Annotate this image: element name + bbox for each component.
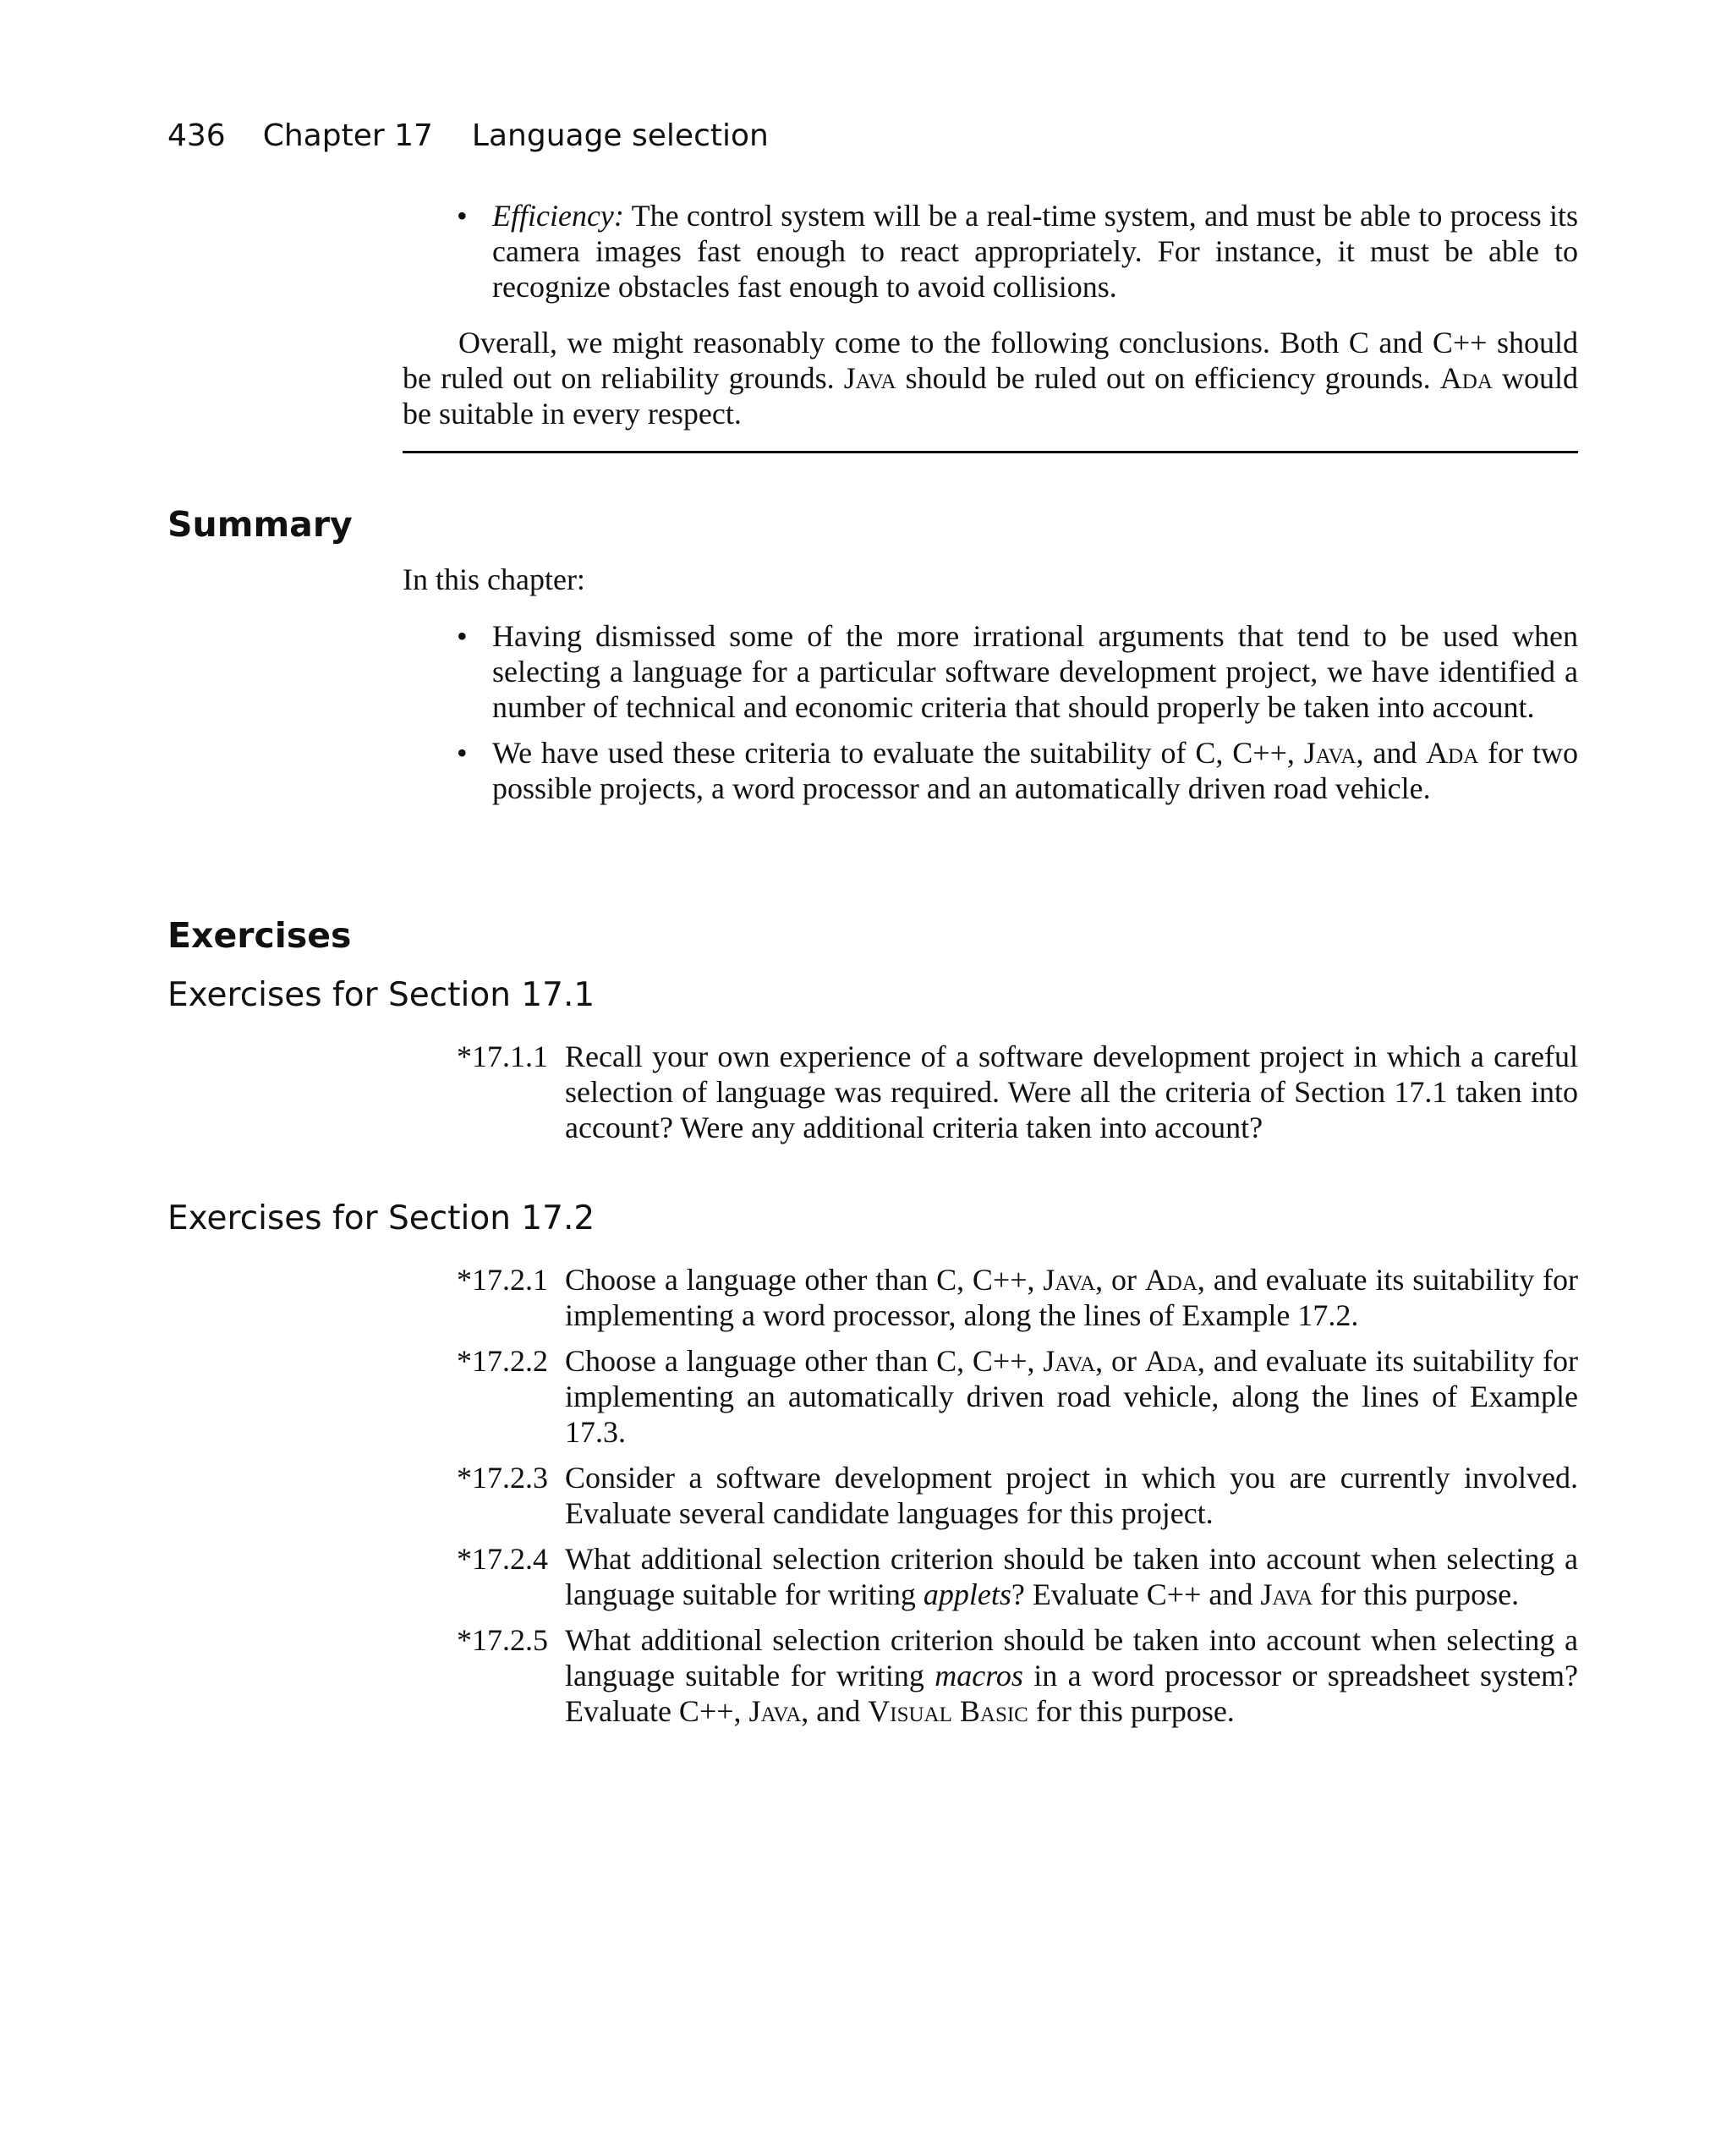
exercise-item: [457, 1039, 1578, 1145]
summary-bullet-1-text: Having dismissed some of the more irrational arguments that tend to be used when selecting a language for a particular software development project, we have identified a number of technical and economic criteria that should properly be taken into account.: [492, 619, 1578, 724]
java-name: Java: [1303, 736, 1357, 770]
conclusion-text-3: would be suitable in every respect.: [403, 361, 1579, 431]
efficiency-list: [457, 198, 1578, 315]
exercise-number: *17.2.3: [457, 1461, 548, 1495]
exercises-17-1-list: [457, 1039, 1578, 1155]
java-name: Java: [748, 1694, 802, 1728]
exercise-text: Recall your own experience of a software development project in which a careful selection of language was required. Were all the criteria of Section 17.1 taken into account? Were any additional criteria taken into account?: [565, 1040, 1578, 1144]
exercise-item: [457, 1460, 1578, 1531]
conclusion-text-2: should be ruled out on efficiency grounds.: [905, 361, 1431, 395]
conclusion-paragraph: [403, 325, 1578, 431]
exercises-heading: Exercises: [167, 915, 352, 956]
summary-bullet-2-text-b: , and: [1356, 736, 1417, 770]
exercise-text: in a word processor or spreadsheet system? Evaluate C++,: [565, 1659, 1579, 1728]
summary-heading: Summary: [167, 504, 353, 545]
summary-bullet-2-text-a: We have used these criteria to evaluate the suitability of C, C++,: [492, 736, 1295, 770]
chapter-label: Chapter 17: [262, 118, 433, 153]
visual-basic-name: Visual Basic: [868, 1694, 1028, 1728]
summary-bullet-2-text-c: for two possible projects, a word processor and an automatically driven road vehicle.: [492, 736, 1578, 805]
example-end-rule: [403, 451, 1578, 453]
ada-name: Ada: [1144, 1263, 1198, 1297]
ada-name: Ada: [1439, 361, 1493, 395]
efficiency-text: The control system will be a real-time system, and must be able to process its camera images fast enough to react appropriately. For instance, it must be able to recognize obstacles fast enough to avoid collisions.: [492, 199, 1578, 304]
exercise-item: [457, 1343, 1578, 1450]
exercise-text: ? Evaluate C++ and: [1011, 1577, 1253, 1611]
exercise-text: Choose a language other than C, C++,: [565, 1263, 1035, 1297]
efficiency-bullet: [457, 198, 1578, 304]
conclusion-text-1: Overall, we might reasonably come to the following conclusions. Both C and C++ should be ruled out on reliability grounds.: [403, 326, 1578, 395]
exercise-text: for this purpose.: [1320, 1577, 1520, 1611]
summary-bullet-1: [457, 618, 1578, 725]
bullet-dot: •: [457, 736, 468, 770]
exercise-number: *17.2.4: [457, 1542, 548, 1576]
java-name: Java: [1260, 1577, 1313, 1611]
exercise-item: [457, 1622, 1578, 1729]
exercise-number: *17.2.1: [457, 1263, 548, 1297]
exercise-text: What additional selection criterion should be taken into account when selecting a language suitable for writing: [565, 1623, 1578, 1692]
section-17-1-heading: Exercises for Section 17.1: [167, 976, 595, 1014]
exercise-number: *17.2.2: [457, 1344, 548, 1378]
bullet-dot: •: [457, 619, 468, 653]
exercise-item: [457, 1541, 1578, 1612]
summary-intro: In this chapter:: [403, 562, 585, 596]
java-name: Java: [1043, 1263, 1096, 1297]
bullet-dot: •: [457, 199, 468, 233]
ada-name: Ada: [1426, 736, 1479, 770]
efficiency-label: Efficiency:: [492, 199, 624, 233]
exercise-text: Consider a software development project in which you are currently involved. Evaluate several candidate languages for this project.: [565, 1461, 1578, 1530]
ada-name: Ada: [1144, 1344, 1198, 1378]
running-head: [167, 118, 769, 153]
exercise-text: , and: [801, 1694, 861, 1728]
summary-bullet-2: [457, 735, 1578, 806]
exercise-text: What additional selection criterion should be taken into account when selecting a language suitable for writing: [565, 1542, 1578, 1611]
section-17-2-heading: Exercises for Section 17.2: [167, 1199, 595, 1237]
java-name: Java: [843, 361, 896, 395]
exercise-number: *17.1.1: [457, 1040, 548, 1073]
exercise-text: Choose a language other than C, C++,: [565, 1344, 1035, 1378]
java-name: Java: [1043, 1344, 1096, 1378]
page-number: 436: [167, 118, 226, 153]
summary-list: [457, 618, 1578, 816]
macros-term: macros: [935, 1659, 1023, 1692]
exercise-text: , or: [1095, 1344, 1137, 1378]
exercise-text: , or: [1095, 1263, 1137, 1297]
applets-term: applets: [923, 1577, 1011, 1611]
chapter-title: Language selection: [471, 118, 769, 153]
exercise-item: [457, 1262, 1578, 1333]
exercise-text: , and evaluate its suitability for implementing an automatically driven road vehicle, along the lines of Example 17.3.: [565, 1344, 1579, 1449]
exercise-text: , and evaluate its suitability for implementing a word processor, along the lines of Example 17.2.: [565, 1263, 1579, 1332]
exercise-text: for this purpose.: [1035, 1694, 1235, 1728]
exercises-17-2-list: [457, 1262, 1578, 1739]
exercise-number: *17.2.5: [457, 1623, 548, 1657]
